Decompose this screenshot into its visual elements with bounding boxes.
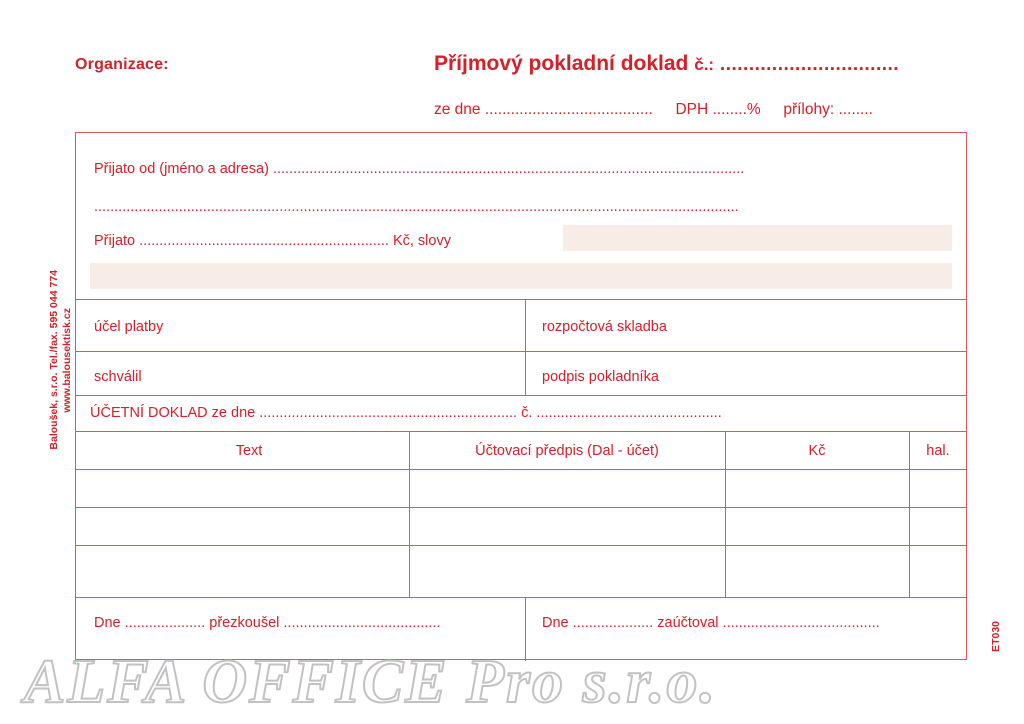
footer-left-date-dots: .................... [124,615,206,631]
date-dots: ....................................... [484,101,653,118]
document-title [434,52,899,76]
table-header-hal: hal. [926,443,950,459]
attachments-label: přílohy: [783,101,835,118]
divider-table-bottom [76,597,966,598]
currency-words-label: Kč, slovy [392,233,451,249]
received-dots: .............................................................. [139,233,389,249]
footer-left-date-label: Dne [94,615,121,631]
cashier-signature-label: podpis pokladníka [542,369,659,385]
purpose-label: účel platby [94,319,164,335]
received-label: Přijato [94,233,136,249]
divider-accounting-top [76,395,966,396]
document-number-label: č.: [694,55,715,74]
watermark-text: ALFA OFFICE Pro s.r.o. [24,648,717,716]
publisher-side-block [48,270,73,460]
table-row[interactable] [910,432,966,469]
accounting-number-label: č. [521,405,533,421]
table-row[interactable] [726,432,908,469]
footer-right-date-label: Dne [542,615,569,631]
accounting-title: ÚČETNÍ DOKLAD [90,405,208,421]
publisher-company-line: Baloušek, s.r.o. Tel./fax. 595 044 774 [48,270,60,450]
vat-label: DPH [675,101,709,118]
divider-table-row3 [76,545,966,546]
footer-left-row [94,615,441,631]
document-title-text: Příjmový pokladní doklad [434,52,689,75]
table-header-kc: Kč [808,443,826,459]
document-number-dots: ............................... [719,54,900,75]
table-header-text: Text [235,443,263,459]
amount-words-box-2[interactable] [90,263,952,289]
table-row[interactable] [90,432,408,469]
organization-label: Organizace: [75,56,169,73]
attachments-dots: ........ [838,101,873,118]
table-row[interactable] [410,432,724,469]
publisher-web-line: www.balousektisk.cz [61,308,73,413]
divider-purpose-top [76,299,966,300]
footer-right-row [542,615,880,631]
accounting-date-dots: ................................................................ [259,405,518,421]
accounting-header-row [90,405,722,421]
divider-purpose-vertical [525,299,526,395]
footer-right-action-dots: ....................................... [722,615,880,631]
form-code: ET030 [990,621,1002,652]
footer-left-action-label: přezkoušel [209,615,280,631]
received-from-row [94,161,744,177]
received-from-line2-dots: ................................................................................................................................................................ [94,199,739,215]
vat-dots: ........% [712,101,761,118]
received-row [94,233,451,249]
received-from-label: Přijato od (jméno a adresa) [94,161,269,177]
footer-left-action-dots: ....................................... [283,615,441,631]
table-header-predpis: Účtovací předpis (Dal - účet) [475,443,659,459]
document-subheader [434,101,873,119]
footer-right-date-dots: .................... [572,615,654,631]
received-from-dots: ..................................................................................................................... [272,161,745,177]
divider-purpose-bottom [76,351,966,352]
date-label: ze dne [434,101,481,118]
accounting-number-dots: .............................................. [536,405,722,421]
amount-words-box-1[interactable] [563,225,952,251]
divider-table-row2 [76,507,966,508]
document-frame [75,132,967,660]
budget-label: rozpočtová skladba [542,319,667,335]
approved-label: schválil [94,369,142,385]
accounting-date-label: ze dne [211,405,256,421]
footer-right-action-label: zaúčtoval [657,615,719,631]
divider-table-row1 [76,469,966,470]
